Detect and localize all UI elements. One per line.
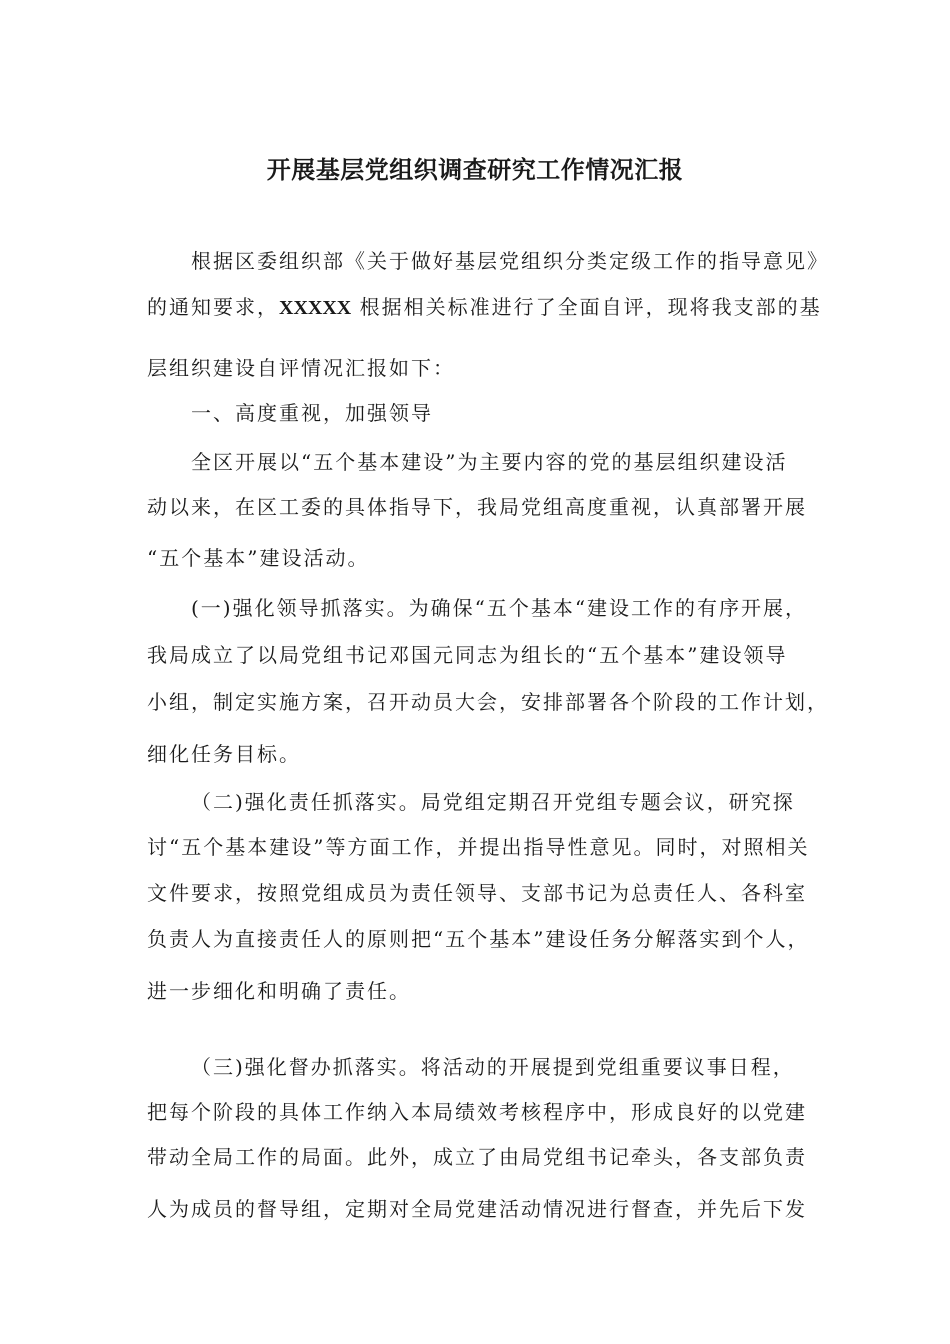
paragraph-line: 根据区委组织部《关于做好基层党组织分类定级工作的指导意见》: [191, 249, 829, 273]
paragraph-line: 细化任务目标。: [147, 742, 301, 766]
paragraph-line: 我局成立了以局党组书记邓国元同志为组长的“五个基本”建设领导: [147, 643, 788, 667]
paragraph-line: 负责人为直接责任人的原则把“五个基本”建设任务分解落实到个人，: [147, 927, 810, 951]
paragraph-line: 全区开展以“五个基本建设”为主要内容的党的基层组织建设活: [191, 450, 788, 474]
paragraph-line: 人为成员的督导组，定期对全局党建活动情况进行督查，并先后下发: [147, 1197, 807, 1221]
paragraph-line: 小组，制定实施方案，召开动员大会，安排部署各个阶段的工作计划，: [147, 690, 829, 714]
paragraph-line: 文件要求，按照党组成员为责任领导、支部书记为总责任人、各科室: [147, 881, 807, 905]
section-heading: 一、高度重视，加强领导: [191, 401, 433, 425]
paragraph-line: （二)强化责任抓落实。局党组定期召开党组专题会议，研究探: [191, 790, 795, 814]
paragraph-line: [147, 292, 822, 323]
document-title: 开展基层党组织调查研究工作情况汇报: [266, 156, 684, 184]
placeholder-name: XXXXX: [279, 297, 352, 319]
paragraph-line: 把每个阶段的具体工作纳入本局绩效考核程序中，形成良好的以党建: [147, 1100, 807, 1124]
paragraph-line: 带动全局工作的局面。此外，成立了由局党组书记牵头，各支部负责: [147, 1145, 807, 1169]
paragraph-text: 的通知要求，: [147, 295, 279, 319]
paragraph-line: (一)强化领导抓落实。为确保“五个基本“建设工作的有序开展，: [191, 596, 808, 620]
paragraph-line: 进一步细化和明确了责任。: [147, 979, 411, 1003]
paragraph-line: “五个基本”建设活动。: [147, 546, 370, 570]
paragraph-line: （三)强化督办抓落实。将活动的开展提到党组重要议事日程，: [191, 1055, 795, 1079]
paragraph-text: 根据相关标准进行了全面自评，现将我支部的基: [359, 295, 822, 319]
paragraph-line: 讨“五个基本建设”等方面工作，并提出指导性意见。同时，对照相关: [147, 835, 810, 859]
paragraph-line: 层组织建设自评情况汇报如下：: [147, 356, 455, 380]
paragraph-line: 动以来，在区工委的具体指导下，我局党组高度重视，认真部署开展: [147, 495, 807, 519]
